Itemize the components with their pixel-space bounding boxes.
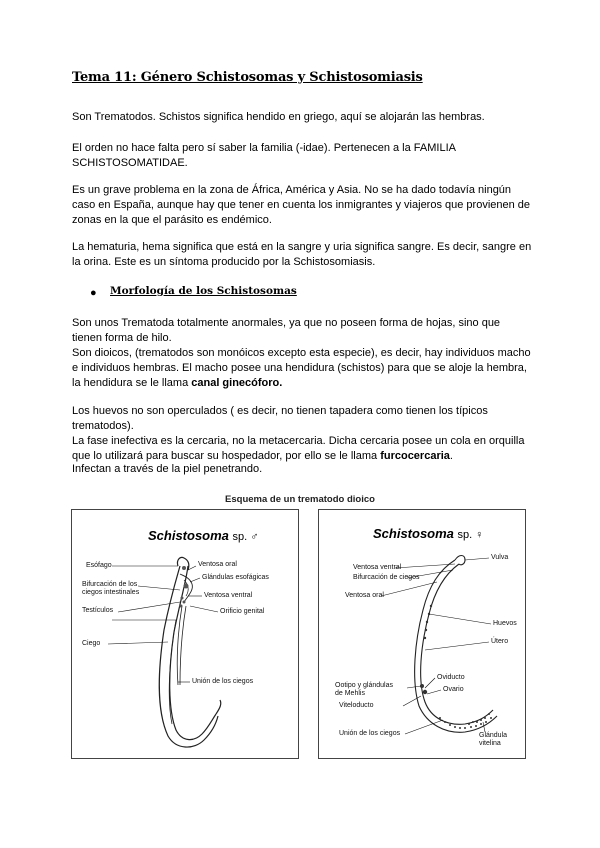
male-worm-drawing [72,510,298,758]
label-union-ciegos-f: Unión de los ciegos [339,730,401,737]
female-figure-heading [373,526,484,541]
cercaria-text: La fase inefectiva es la cercaria, no la metacercaria. Dicha cercaria posee un cola en orquilla que lo utilizará para buscar su hospedador, por ello se le llama [72,435,525,462]
page-title: Tema 11: Género Schistosomas y Schistosomiasis [72,70,423,85]
label-ootipo: Ootipo y glándulas [335,682,393,689]
bullet-dot: ● [90,287,97,299]
paragraph-infection: Infectan a través de la piel penetrando. [72,463,263,475]
label-testiculos: Testículos [82,607,114,614]
paragraph-distribution: Es un grave problema en la zona de África, América y Asia. No se ha dado todavía ningún caso en España, aunque hay que tener en cuenta los inmigrantes y viajeros que provienen de zonas en la que el parásito es endémico. [72,184,531,226]
male-species: sp. ♂ [232,531,259,543]
dioecious-text: Son dioicos, (trematodos son monóicos excepto esta especie), es decir, hay individuos macho e individuos hembras. El macho posee una hendidura (schistos) para que se aloje la hembra, la hendidura se le llama [72,347,531,389]
label-huevos: Huevos [493,620,517,627]
label-viteloducto: Viteloducto [339,702,374,709]
female-genus: Schistosoma [373,526,454,541]
label-ventosa-ventral-f: Ventosa ventral [353,564,402,571]
paragraph-family: El orden no hace falta pero sí saber la familia (-idae). Pertenecen a la FAMILIA SCHISTOSOMATIDAE. [72,142,456,169]
section-heading-morphology: Morfología de los Schistosomas [110,285,297,297]
canal-ginecoforo-term: canal ginecóforo. [191,377,283,389]
label-vulva: Vulva [491,554,509,561]
label-ventosa-oral: Ventosa oral [198,561,237,568]
label-ovario: Ovario [443,686,464,693]
female-worm-drawing [319,510,525,758]
paragraph-cercaria [72,434,532,464]
paragraph-intro: Son Trematodos. Schistos significa hendido en griego, aquí se alojarán las hembras. [72,111,485,123]
label-bifurcacion: Bifurcación de los [82,581,138,588]
male-genus: Schistosoma [148,528,229,543]
label-glandula: Glándula [479,732,508,739]
figure-female [318,509,526,759]
label-esofago: Esófago [86,562,112,569]
furcocercaria-term: furcocercaria [380,450,450,462]
label-utero: Útero [491,638,509,645]
label-bifurcacion-2: ciegos intestinales [82,589,140,596]
figure-male [71,509,299,759]
paragraph-dioecious [72,346,532,391]
label-ciego: Ciego [82,640,101,647]
label-glandulas: Glándulas esofágicas [202,574,269,581]
label-orificio: Orificio genital [220,608,265,615]
paragraph-eggs: Los huevos no son operculados ( es decir, no tienen tapadera como tienen los típicos trematodos). [72,405,488,432]
label-glandula-2: vitelina [479,740,501,747]
label-ventosa-oral-f: Ventosa oral [345,592,384,599]
male-figure-heading [148,528,259,543]
label-bifurcacion-f: Bifurcación de ciegos [353,574,420,581]
label-union-ciegos: Unión de los ciegos [192,678,254,685]
label-ventosa-ventral: Ventosa ventral [204,592,253,599]
cercaria-period: . [449,450,453,462]
paragraph-hematuria: La hematuria, hema significa que está en la sangre y uria significa sangre. Es decir, sangre en la orina. Este es un síntoma producido por la Schistosomiasis. [72,241,532,268]
label-oviducto: Oviducto [437,674,465,681]
paragraph-shape: Son unos Trematoda totalmente anormales, ya que no poseen forma de hojas, sino que tienen forma de hilo. [72,317,501,344]
label-ootipo-2: de Mehlis [335,690,365,697]
female-species: sp. ♀ [457,529,484,541]
figure-title: Esquema de un trematodo dioico [225,494,375,505]
